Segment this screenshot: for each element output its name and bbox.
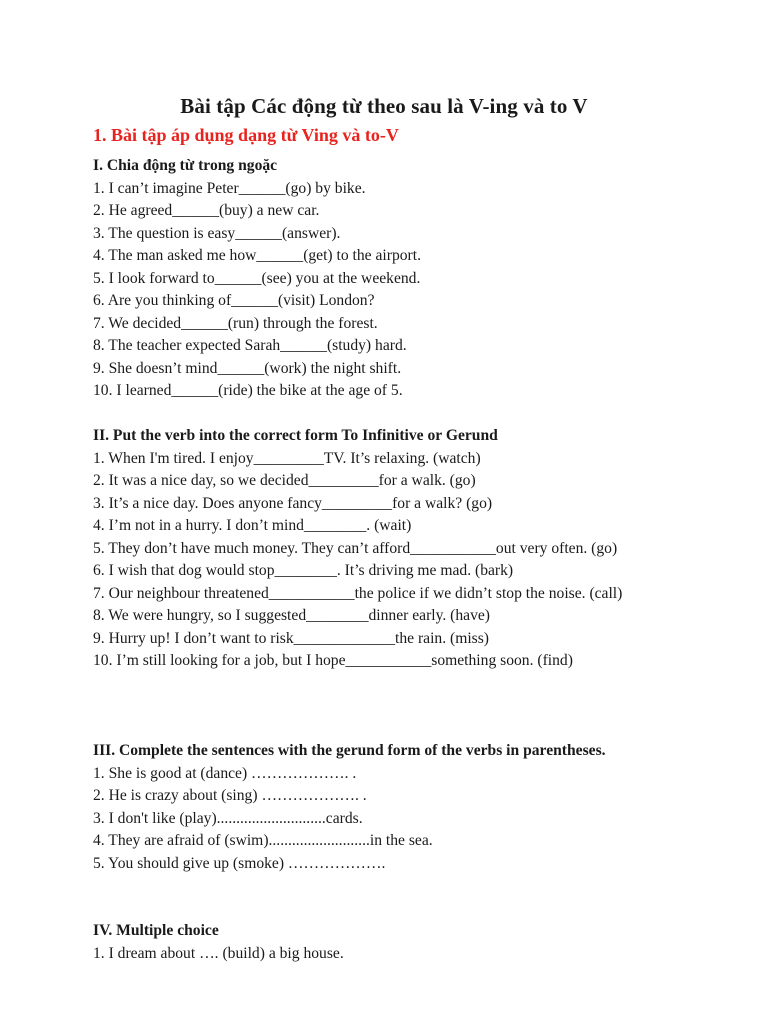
exercise-item: 7. Our neighbour threatened___________the police if we didn’t stop the noise. (call) xyxy=(93,584,623,602)
exercise-item: 5. I look forward to______(see) you at the weekend. xyxy=(93,269,421,287)
exercise-item: 2. It was a nice day, so we decided_________for a walk. (go) xyxy=(93,472,476,489)
section-heading: IV. Multiple choice xyxy=(93,922,219,939)
exercise-section-2 xyxy=(93,425,653,673)
exercise-item: 4. They are afraid of (swim)..........................in the sea. xyxy=(93,832,433,849)
exercise-item: 2. He is crazy about (sing) ………………. . xyxy=(93,787,367,804)
section-subtitle: 1. Bài tập áp dụng dạng từ Ving và to-V xyxy=(93,125,399,145)
exercise-item: 3. It’s a nice day. Does anyone fancy_________for a walk? (go) xyxy=(93,494,493,512)
exercise-item: 9. She doesn’t mind______(work) the night shift. xyxy=(93,359,402,377)
exercise-item: 1. When I'm tired. I enjoy_________TV. It’s relaxing. (watch) xyxy=(93,449,481,467)
exercise-item: 3. I don't like (play)............................cards. xyxy=(93,809,363,827)
page-title: Bài tập Các động từ theo sau là V-ing và to V xyxy=(180,94,588,118)
exercise-item: 4. The man asked me how______(get) to the airport. xyxy=(93,247,421,264)
exercise-item: 5. You should give up (smoke) ………………. xyxy=(93,854,386,872)
exercise-item: 8. We were hungry, so I suggested________dinner early. (have) xyxy=(93,607,490,624)
exercise-item: 10. I’m still looking for a job, but I hope___________something soon. (find) xyxy=(93,652,573,669)
exercise-item: 7. We decided______(run) through the forest. xyxy=(93,314,378,332)
exercise-item: 8. The teacher expected Sarah______(study) hard. xyxy=(93,337,407,354)
section-heading: I. Chia động từ trong ngoặc xyxy=(93,157,278,174)
exercise-section-1 xyxy=(93,155,653,403)
exercise-item: 6. Are you thinking of______(visit) London? xyxy=(93,292,375,309)
section-heading: II. Put the verb into the correct form To Infinitive or Gerund xyxy=(93,427,498,444)
exercise-item: 4. I’m not in a hurry. I don’t mind________. (wait) xyxy=(93,517,412,534)
exercise-item: 5. They don’t have much money. They can’t afford___________out very often. (go) xyxy=(93,539,618,557)
exercise-item: 2. He agreed______(buy) a new car. xyxy=(93,202,320,219)
exercise-item: 10. I learned______(ride) the bike at the age of 5. xyxy=(93,382,403,399)
exercise-item: 1. She is good at (dance) ………………. . xyxy=(93,764,357,782)
section-heading: III. Complete the sentences with the gerund form of the verbs in parentheses. xyxy=(93,742,606,759)
exercise-item: 3. The question is easy______(answer). xyxy=(93,224,341,242)
exercise-section-3 xyxy=(93,740,653,875)
exercise-item: 6. I wish that dog would stop________. It’s driving me mad. (bark) xyxy=(93,562,514,579)
exercise-item: 9. Hurry up! I don’t want to risk_____________the rain. (miss) xyxy=(93,629,490,647)
exercise-item: 1. I dream about …. (build) a big house. xyxy=(93,944,344,962)
exercise-item: 1. I can’t imagine Peter______(go) by bike. xyxy=(93,179,366,197)
exercise-section-4 xyxy=(93,920,653,965)
